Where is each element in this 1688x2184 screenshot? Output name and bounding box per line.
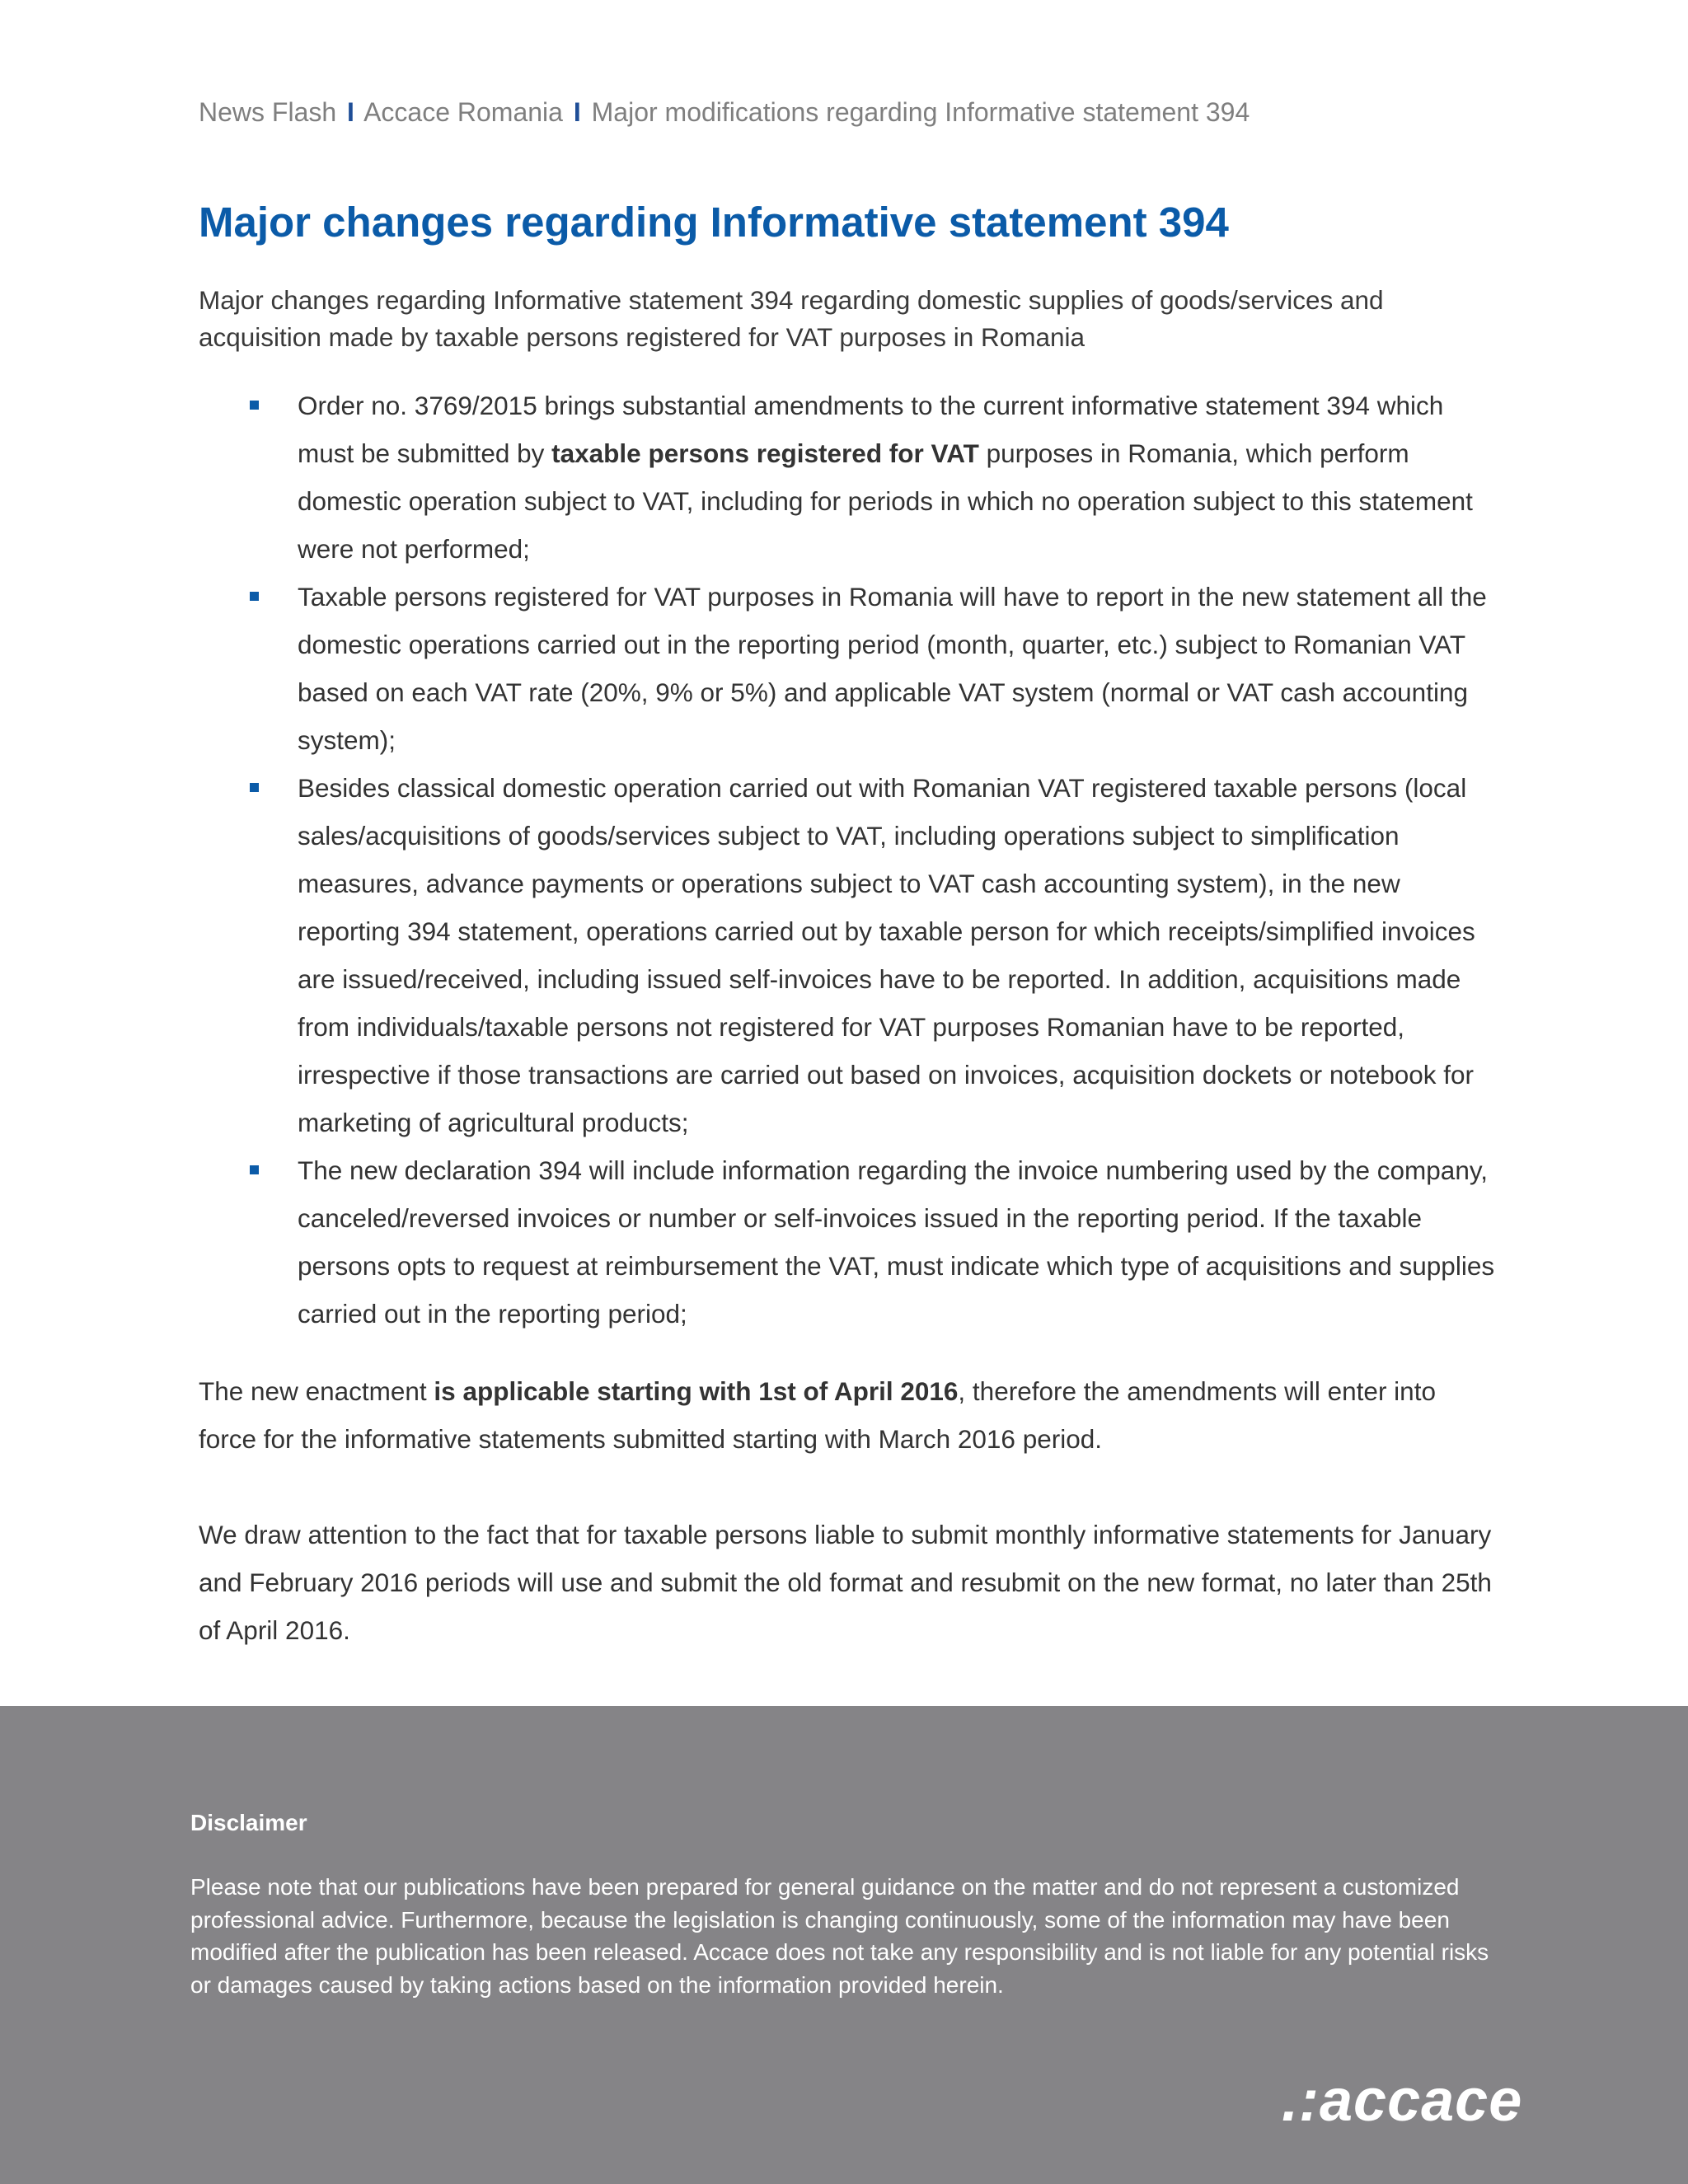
- accace-logo: .:accace: [1282, 2068, 1523, 2134]
- bullet-item: [298, 764, 1501, 1146]
- bullet-text: Besides classical domestic operation carried out with Romanian VAT registered taxable persons (local sales/acquisitions of goods/services subject to VAT, including operations subject to simplification measures, advance payments or operations subject to VAT cash accounting system), in the new reporting 394 statement, operations carried out by taxable person for which receipts/simplified invoices are issued/received, including issued self-invoices have to be reported. In addition, acquisitions made from individuals/taxable persons not registered for VAT purposes Romanian have to be reported, irrespective if those transactions are carried out based on invoices, acquisition dockets or notebook for marketing of agricultural products;: [298, 773, 1475, 1137]
- page-title: Major changes regarding Informative statement 394: [199, 199, 1229, 246]
- breadcrumb-separator: I: [347, 97, 354, 127]
- attention-paragraph: We draw attention to the fact that for taxable persons liable to submit monthly informative statements for January and February 2016 periods will use and submit the old format and resubmit on the new format, no later than 25th of April 2016.: [199, 1520, 1492, 1645]
- bullet-item: [298, 382, 1501, 573]
- bullet-text: Taxable persons registered for VAT purposes in Romania will have to report in the new statement all the domestic operations carried out in the reporting period (month, quarter, etc.) subject to Romanian VAT based on each VAT rate (20%, 9% or 5%) and applicable VAT system (normal or VAT cash accounting system);: [298, 582, 1487, 755]
- breadcrumb-article: Major modifications regarding Informative statement 394: [591, 97, 1250, 127]
- bullet-bold-text: taxable persons registered for VAT: [551, 438, 979, 468]
- breadcrumb-news-flash: News Flash: [199, 97, 337, 127]
- breadcrumb-accace-romania: Accace Romania: [363, 97, 563, 127]
- disclaimer-text: Please note that our publications have been prepared for general guidance on the matter and do not represent a customized professional advice. Furthermore, because the legislation is changing continuously, some of the information may have been modified after the publication has been released. Accace does not take any responsibility and is not liable for any potential risks or damages caused by taking actions based on the information provided herein.: [190, 1874, 1489, 1998]
- bullet-list: [298, 382, 1501, 1338]
- bullet-text: Order no. 3769/2015 brings substantial amendments to the current informative statement 394 which must be submitted by: [298, 391, 1444, 468]
- bullet-text: purposes in Romania, which perform domestic operation subject to VAT, including for periods in which no operation subject to this statement were not performed;: [298, 438, 1473, 564]
- square-bullet-icon: [250, 401, 259, 410]
- paragraph-text: The new enactment: [199, 1376, 434, 1406]
- square-bullet-icon: [250, 783, 259, 792]
- bullet-item: [298, 1146, 1501, 1338]
- breadcrumb-separator: I: [573, 97, 581, 127]
- enactment-paragraph: [199, 1367, 1493, 1463]
- square-bullet-icon: [250, 592, 259, 601]
- disclaimer-title: Disclaimer: [190, 1810, 307, 1835]
- bullet-text: The new declaration 394 will include information regarding the invoice numbering used by the company, canceled/reversed invoices or number or self-invoices issued in the reporting period. If the taxable persons opts to request at reimbursement the VAT, must indicate which type of acquisitions and supplies carried out in the reporting period;: [298, 1155, 1495, 1329]
- article-intro: Major changes regarding Informative statement 394 regarding domestic supplies of goods/services and acquisition made by taxable persons registered for VAT purposes in Romania: [199, 285, 1384, 352]
- paragraph-bold-text: is applicable starting with 1st of April 2016: [434, 1376, 959, 1406]
- square-bullet-icon: [250, 1165, 259, 1174]
- paragraph-text: , therefore the amendments will enter into force for the informative statements submitted starting with March 2016 period.: [199, 1376, 1436, 1454]
- bullet-item: [298, 573, 1501, 764]
- breadcrumb: [199, 97, 1250, 128]
